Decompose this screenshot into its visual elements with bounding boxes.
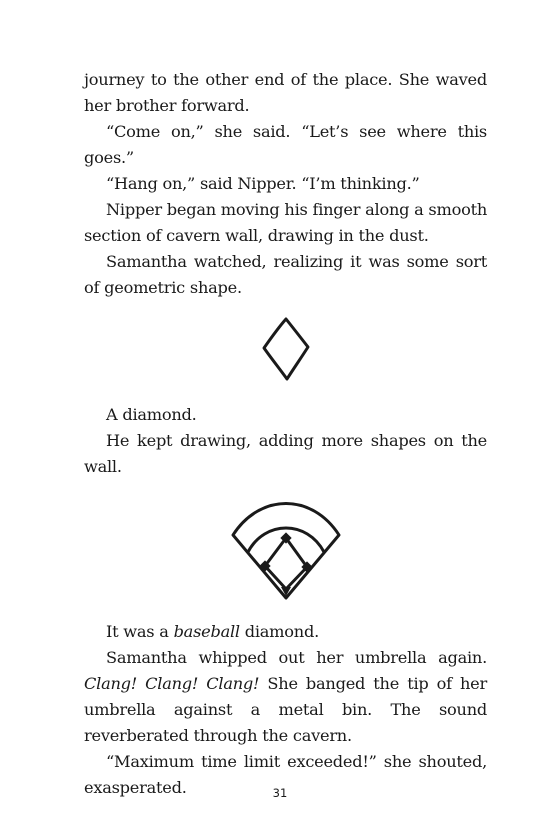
paragraph-come-on: “Come on,” she said. “Let’s see where this goes.” [84, 122, 487, 167]
emphasis-text: baseball [173, 622, 240, 641]
emphasis-text: Clang! Clang! Clang! [84, 674, 260, 693]
paragraph-kept-drawing: He kept drawing, adding more shapes on the wall. [84, 431, 487, 476]
paragraph-hang-on: “Hang on,” said Nipper. “I’m thinking.” [106, 174, 420, 193]
text-run: She banged the tip of her umbrella against a metal bin. The sound reverberated through the cavern. [84, 674, 487, 745]
paragraph-a-diamond: A diamond. [106, 405, 197, 424]
page-number: 31 [272, 786, 288, 800]
text-run: Samantha whipped out her umbrella again. [106, 648, 487, 667]
paragraph-samantha-watched: Samantha watched, realizing it was some sort of geometric shape. [84, 252, 487, 297]
paragraph-baseball-diamond [84, 619, 487, 645]
baseball-diamond-drawing-icon [230, 496, 342, 602]
paragraph-continuation: journey to the other end of the place. She waved her brother forward. [84, 70, 487, 115]
text-run: It was a [106, 622, 174, 641]
paragraph-nipper-drawing: Nipper began moving his finger along a smooth section of cavern wall, drawing in the dust. [84, 200, 488, 245]
page-body [84, 67, 487, 801]
paragraph-time-limit: “Maximum time limit exceeded!” she shouted, exasperated. [84, 752, 487, 797]
diamond-drawing-icon [260, 316, 312, 382]
text-run: diamond. [239, 622, 319, 641]
paragraph-umbrella [84, 645, 487, 749]
